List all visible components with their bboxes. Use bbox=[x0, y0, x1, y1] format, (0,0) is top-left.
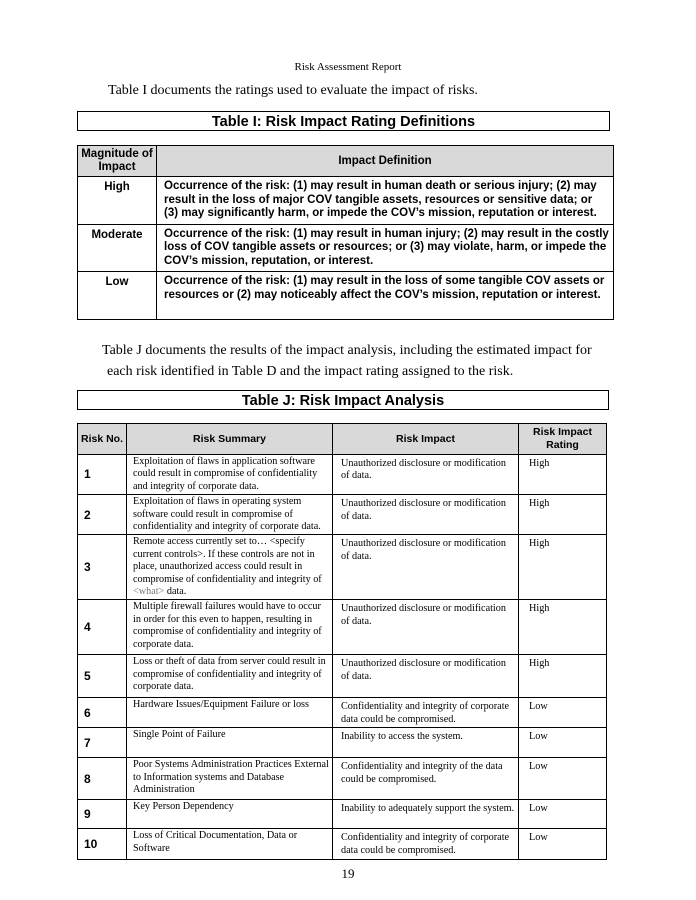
intro-table-i: Table I documents the ratings used to evaluate the impact of risks. bbox=[108, 83, 478, 98]
risk-rating-cell: High bbox=[519, 455, 607, 495]
placeholder-text: <what> bbox=[133, 586, 165, 598]
summary-text: Remote access currently set to… <specify current controls>. If these controls are not in place, unauthorized access could result in compromise of confidentiality and integrity of bbox=[133, 536, 322, 585]
table-row bbox=[78, 728, 607, 758]
column-header-impact-definition: Impact Definition bbox=[157, 146, 614, 177]
column-header-risk-summary: Risk Summary bbox=[127, 424, 333, 455]
risk-rating-cell: High bbox=[519, 600, 607, 655]
risk-rating-cell: Low bbox=[519, 698, 607, 728]
risk-summary-cell: Loss or theft of data from server could result in compromise of confidentiality and integrity of corporate data. bbox=[127, 655, 333, 698]
definition-cell: Occurrence of the risk: (1) may result in the loss of some tangible COV assets or resources or (2) may noticeably affect the COV’s mission, reputation or interest. bbox=[157, 272, 614, 320]
risk-no-cell: 2 bbox=[78, 495, 127, 535]
risk-no-cell: 4 bbox=[78, 600, 127, 655]
table-row bbox=[78, 600, 607, 655]
table-row bbox=[78, 698, 607, 728]
risk-impact-cell: Confidentiality and integrity of corporate data could be compromised. bbox=[333, 698, 519, 728]
risk-no-cell: 8 bbox=[78, 758, 127, 800]
table-row bbox=[78, 455, 607, 495]
risk-rating-cell: High bbox=[519, 535, 607, 600]
impact-rating-definitions-table bbox=[77, 145, 614, 320]
risk-impact-cell: Unauthorized disclosure or modification of data. bbox=[333, 600, 519, 655]
risk-rating-cell: Low bbox=[519, 728, 607, 758]
table-header-row bbox=[78, 146, 614, 177]
risk-no-cell: 3 bbox=[78, 535, 127, 600]
risk-impact-cell: Unauthorized disclosure or modification of data. bbox=[333, 655, 519, 698]
risk-summary-cell: Single Point of Failure bbox=[127, 728, 333, 758]
risk-no-cell: 5 bbox=[78, 655, 127, 698]
risk-impact-cell: Confidentiality and integrity of the data could be compromised. bbox=[333, 758, 519, 800]
risk-summary-cell: Loss of Critical Documentation, Data or Software bbox=[127, 829, 333, 860]
risk-no-cell: 10 bbox=[78, 829, 127, 860]
risk-rating-cell: Low bbox=[519, 800, 607, 829]
risk-rating-cell: High bbox=[519, 655, 607, 698]
magnitude-cell: Low bbox=[78, 272, 157, 320]
column-header-risk-impact-rating: Risk Impact Rating bbox=[519, 424, 607, 455]
risk-no-cell: 6 bbox=[78, 698, 127, 728]
table-header-row bbox=[78, 424, 607, 455]
risk-no-cell: 1 bbox=[78, 455, 127, 495]
risk-impact-cell: Inability to access the system. bbox=[333, 728, 519, 758]
page-header: Risk Assessment Report bbox=[294, 61, 402, 73]
definition-cell: Occurrence of the risk: (1) may result in human injury; (2) may result in the costly loss of COV tangible assets or resources; or (3) may violate, harm, or impede the COV’s mission, reputation, or interest. bbox=[157, 224, 614, 272]
risk-no-cell: 7 bbox=[78, 728, 127, 758]
column-header-risk-impact: Risk Impact bbox=[333, 424, 519, 455]
table-row bbox=[78, 495, 607, 535]
table-row bbox=[78, 535, 607, 600]
risk-summary-cell: Multiple firewall failures would have to occur in order for this even to happen, resulting in compromise of confidentiality and integrity of corporate data. bbox=[127, 600, 333, 655]
table-row bbox=[78, 655, 607, 698]
risk-no-cell: 9 bbox=[78, 800, 127, 829]
table-row bbox=[78, 800, 607, 829]
risk-summary-cell bbox=[127, 535, 333, 600]
magnitude-cell: High bbox=[78, 177, 157, 225]
risk-impact-cell: Confidentiality and integrity of corporate data could be compromised. bbox=[333, 829, 519, 860]
magnitude-cell: Moderate bbox=[78, 224, 157, 272]
table-row bbox=[78, 829, 607, 860]
risk-rating-cell: High bbox=[519, 495, 607, 535]
column-header-magnitude: Magnitude of Impact bbox=[78, 146, 157, 177]
intro-table-j-line-1: Table J documents the results of the impact analysis, including the estimated impact for bbox=[102, 343, 592, 358]
table-row bbox=[78, 224, 614, 272]
risk-impact-cell: Inability to adequately support the system. bbox=[333, 800, 519, 829]
definition-cell: Occurrence of the risk: (1) may result in human death or serious injury; (2) may result in the loss of major COV tangible assets, resources or sensitive data; or (3) may significantly harm, or impede the COV’s mission, reputation or interest. bbox=[157, 177, 614, 225]
risk-impact-analysis-table bbox=[77, 423, 607, 860]
risk-summary-cell: Hardware Issues/Equipment Failure or loss bbox=[127, 698, 333, 728]
risk-summary-cell: Exploitation of flaws in application software could result in compromise of confidentiality and integrity of corporate data. bbox=[127, 455, 333, 495]
risk-impact-cell: Unauthorized disclosure or modification of data. bbox=[333, 495, 519, 535]
table-j-caption: Table J: Risk Impact Analysis bbox=[77, 390, 609, 410]
page-number: 19 bbox=[341, 866, 355, 881]
column-header-risk-no: Risk No. bbox=[78, 424, 127, 455]
risk-impact-cell: Unauthorized disclosure or modification of data. bbox=[333, 455, 519, 495]
risk-summary-cell: Exploitation of flaws in operating system software could result in compromise of confidentiality and integrity of corporate data. bbox=[127, 495, 333, 535]
intro-table-j-line-2: each risk identified in Table D and the impact rating assigned to the risk. bbox=[107, 364, 514, 379]
risk-rating-cell: Low bbox=[519, 758, 607, 800]
risk-rating-cell: Low bbox=[519, 829, 607, 860]
table-row bbox=[78, 272, 614, 320]
risk-summary-cell: Key Person Dependency bbox=[127, 800, 333, 829]
table-row bbox=[78, 177, 614, 225]
risk-impact-cell: Unauthorized disclosure or modification of data. bbox=[333, 535, 519, 600]
table-row bbox=[78, 758, 607, 800]
summary-text-end: data. bbox=[164, 586, 187, 598]
table-i-caption: Table I: Risk Impact Rating Definitions bbox=[77, 111, 610, 131]
risk-summary-cell: Poor Systems Administration Practices External to Information systems and Database Administration bbox=[127, 758, 333, 800]
